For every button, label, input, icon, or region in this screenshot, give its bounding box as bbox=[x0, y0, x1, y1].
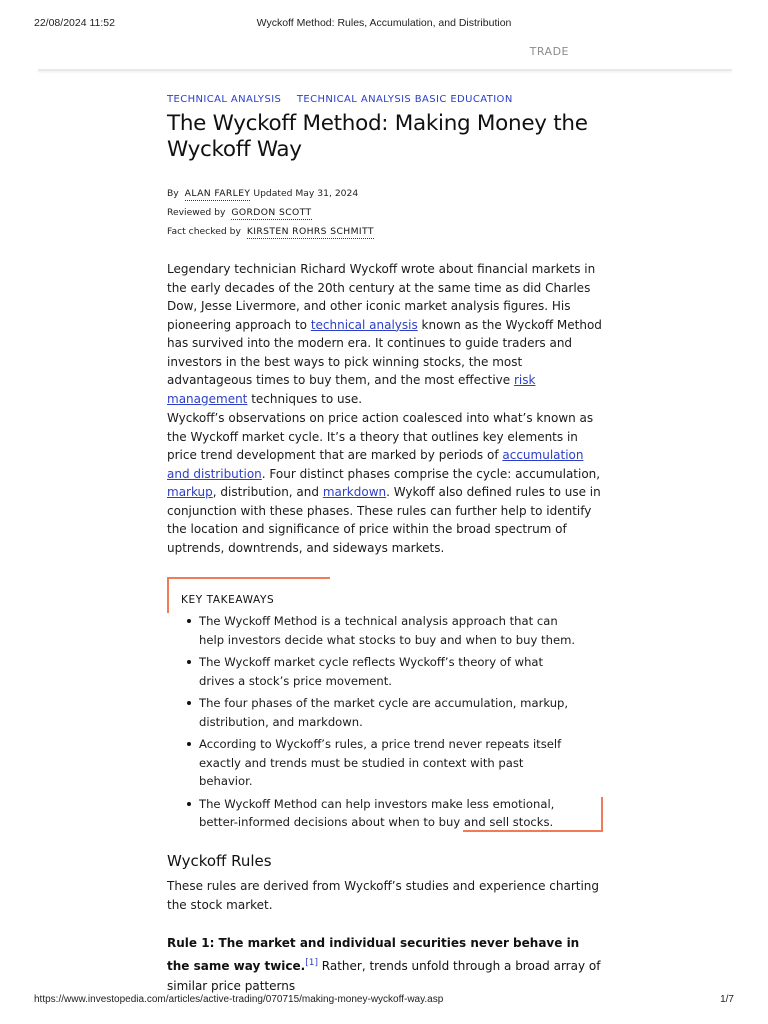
print-footer bbox=[0, 994, 768, 1008]
fact-checker-link[interactable]: KIRSTEN ROHRS SCHMITT bbox=[246, 226, 374, 237]
cycle-paragraph bbox=[167, 409, 603, 557]
section-heading-wyckoff-rules: Wyckoff Rules bbox=[167, 852, 272, 870]
cycle-text-4: . Wykoff also defined rules to use in conjunction with these phases. These rules can further help to identify the location and significance of price within the broad spectrum of uptrends, downtrends, and sideways markets. bbox=[167, 485, 601, 555]
byline-by-label: By bbox=[167, 188, 179, 199]
key-takeaways-heading: KEY TAKEAWAYS bbox=[181, 594, 275, 606]
citation-link-1[interactable]: [1] bbox=[305, 958, 318, 968]
print-url: https://www.investopedia.com/articles/active-trading/070715/making-money-wyckoff-way.asp bbox=[34, 994, 444, 1005]
rule-1-statement: Rule 1: The market and individual securities never behave in the same way twice. bbox=[167, 936, 580, 973]
author-link[interactable]: ALAN FARLEY bbox=[184, 188, 251, 199]
nav-trade-link[interactable]: TRADE bbox=[529, 45, 569, 58]
cycle-text-3: , distribution, and bbox=[212, 485, 323, 499]
list-item: The Wyckoff market cycle reflects Wyckoff’s theory of what drives a stock’s price movement. bbox=[184, 653, 576, 690]
rule-1-paragraph bbox=[167, 933, 603, 996]
print-header bbox=[0, 17, 768, 31]
updated-date: Updated May 31, 2024 bbox=[253, 188, 359, 199]
key-takeaways-border-bottom bbox=[463, 830, 603, 832]
byline-factcheck-row bbox=[167, 226, 374, 237]
link-technical-analysis[interactable]: technical analysis bbox=[310, 317, 418, 332]
key-takeaways-list bbox=[184, 612, 576, 836]
list-item: The Wyckoff Method can help investors make less emotional, better-informed decisions about when to buy and sell stocks. bbox=[184, 795, 576, 832]
list-item: The four phases of the market cycle are accumulation, markup, distribution, and markdown. bbox=[184, 694, 576, 731]
reviewed-by-label: Reviewed by bbox=[167, 207, 226, 218]
breadcrumb-technical-analysis[interactable]: TECHNICAL ANALYSIS bbox=[167, 94, 282, 105]
intro-text-3: techniques to use. bbox=[247, 391, 363, 406]
link-markup[interactable]: markup bbox=[167, 485, 213, 499]
link-markdown[interactable]: markdown bbox=[322, 485, 387, 499]
link-risk-management[interactable]: risk management bbox=[167, 373, 536, 406]
rule-1-text: Rather, trends unfold through a broad array of similar price patterns bbox=[167, 959, 601, 993]
cycle-text-1: Wyckoff’s observations on price action coalesced into what’s known as the Wyckoff market cycle. It’s a theory that outlines key elements in price trend development that are marked by periods of bbox=[167, 411, 594, 462]
print-datetime: 22/08/2024 11:52 bbox=[34, 17, 115, 29]
reviewer-link[interactable]: GORDON SCOTT bbox=[231, 207, 312, 218]
byline-author-row bbox=[167, 188, 358, 199]
intro-paragraph bbox=[167, 260, 603, 408]
intro-text-1: Legendary technician Richard Wyckoff wrote about financial markets in the early decades of the 20th century at the same time as did Charles Dow, Jesse Livermore, and other iconic market analysis figures. His pioneering approach to bbox=[167, 262, 596, 332]
print-page-number: 1/7 bbox=[720, 994, 734, 1005]
rules-intro-paragraph: These rules are derived from Wyckoff’s studies and experience charting the stock market. bbox=[167, 879, 600, 912]
cycle-text-2: . Four distinct phases comprise the cycle: accumulation, bbox=[261, 466, 601, 481]
article-title: The Wyckoff Method: Making Money the Wyckoff Way bbox=[167, 111, 588, 162]
byline-reviewer-row bbox=[167, 207, 312, 218]
header-divider bbox=[38, 69, 732, 71]
list-item: The Wyckoff Method is a technical analysis approach that can help investors decide what stocks to buy and when to buy them. bbox=[184, 612, 576, 649]
fact-checked-by-label: Fact checked by bbox=[167, 226, 241, 237]
print-page-title: Wyckoff Method: Rules, Accumulation, and Distribution bbox=[256, 17, 512, 29]
key-takeaways-border-right bbox=[601, 797, 603, 832]
key-takeaways-border-top bbox=[167, 577, 330, 579]
list-item: According to Wyckoff’s rules, a price trend never repeats itself exactly and trends must be studied in context with past behavior. bbox=[184, 735, 576, 791]
breadcrumb bbox=[167, 94, 525, 105]
intro-text-2: known as the Wyckoff Method has survived into the modern era. It continues to guide traders and investors in the best ways to pick winning stocks, the most advantageous times to buy them, and the most effective bbox=[167, 317, 602, 387]
breadcrumb-technical-analysis-basic-education[interactable]: TECHNICAL ANALYSIS BASIC EDUCATION bbox=[296, 94, 513, 105]
key-takeaways-border-left bbox=[167, 577, 169, 613]
link-accumulation-and-distribution[interactable]: accumulation and distribution bbox=[167, 448, 584, 481]
